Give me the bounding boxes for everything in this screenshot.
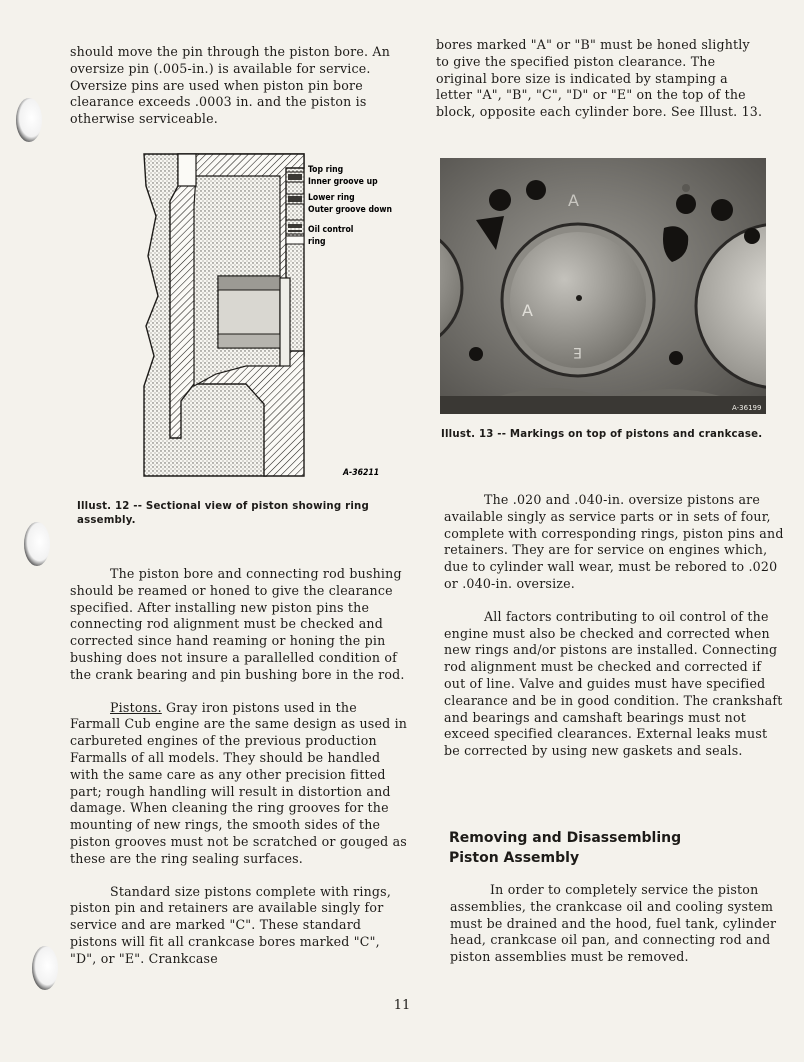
figure13-caption: Illust. 13 -- Markings on top of pistons and crankcase. bbox=[441, 429, 763, 440]
figure13-code: A-36199 bbox=[732, 404, 762, 412]
right-paragraph-4: In order to completely service the piston assemblies, the crankcase oil and cooling system must be drained and the hood, fuel tank, cylinder head, crankcase oil pan, and connecting rod and piston assemblies must be removed. bbox=[450, 882, 777, 965]
label-lower-ring: Lower ring bbox=[308, 193, 355, 203]
pistons-subheading: Pistons. bbox=[110, 699, 162, 715]
binder-hole-top bbox=[16, 98, 42, 142]
left-paragraph-2: The piston bore and connecting rod bushing should be reamed or honed to give the clearance specified. After installing new piston pins the connecting rod alignment must be checked and corrected since hand reaming or honing the pin bushing does not insure a parallelled condition of the crank bearing and pin bushing bore in the rod. bbox=[70, 566, 405, 682]
engine-block-photo-svg bbox=[440, 158, 766, 414]
stamp-letter-a-piston: A bbox=[522, 301, 533, 320]
stamp-letter-e-piston: E bbox=[573, 344, 582, 360]
stamp-letter-a-block: A bbox=[568, 191, 579, 210]
right-paragraph-3: All factors contributing to oil control of the engine must also be checked and corrected when new rings and/or pistons are installed. Connecting rod alignment must be checked and corrected if out of line. Valve and guides must have specified clearance and be in good condition. The crankshaft and bearings and camshaft bearings must not exceed specified clearances. External leaks must be corrected by using new gaskets and seals. bbox=[444, 608, 783, 759]
label-inner-groove: Inner groove up bbox=[308, 177, 378, 187]
right-paragraph-2: The .020 and .040-in. oversize pistons are available singly as service parts or in sets of four, complete with corresponding rings, piston pins and retainers. They are for service on engines which, due to cylinder wall wear, must be rebored to .020 or .040-in. oversize. bbox=[444, 492, 784, 591]
section-heading: Removing and Disassembling Piston Assembly bbox=[449, 830, 682, 866]
page-number: 11 bbox=[393, 998, 411, 1013]
label-top-ring: Top ring bbox=[308, 165, 344, 175]
right-paragraph-1: bores marked "A" or "B" must be honed slightly to give the specified piston clearance. The original bore size is indicated by stamping a letter "A", "B", "C", "D" or "E" on the top of the block, opposite each cylinder bore. See Illust. 13. bbox=[436, 37, 763, 120]
binder-hole-middle bbox=[24, 522, 50, 566]
left-paragraph-4: Standard size pistons complete with rings, piston pin and retainers are available singly for service and are marked "C". These standard pistons will fit all crankcase bores marked "C", "D", or "E". Crankcase bbox=[70, 883, 392, 966]
left-paragraph-1: should move the pin through the piston bore. An oversize pin (.005-in.) is available for service. Oversize pins are used when piston pin bore clearance exceeds .0003 in. and the piston is otherwise serviceable. bbox=[70, 44, 391, 127]
left-column-body bbox=[70, 566, 410, 968]
label-oil-control: Oil control bbox=[308, 225, 354, 235]
left-paragraph-3: Pistons. Gray iron pistons used in the Farmall Cub engine are the same design as used in carbureted engines of the previous production Farmalls of all models. They should be handled with the same care as any other precision fitted part; rough handling will result in distortion and damage. When cleaning the ring grooves for the mounting of new rings, the smooth sides of the piston grooves must not be scratched or gouged as these are the ring sealing surfaces. bbox=[70, 699, 408, 866]
binder-hole-bottom bbox=[32, 946, 58, 990]
label-ring: ring bbox=[308, 237, 326, 247]
figure12-caption: Illust. 12 -- Sectional view of piston showing ring assembly. bbox=[77, 501, 369, 526]
engine-block-photo bbox=[440, 158, 766, 414]
figure12-code: A-36211 bbox=[343, 468, 380, 478]
label-outer-groove: Outer groove down bbox=[308, 205, 392, 215]
piston-section-diagram bbox=[136, 146, 396, 491]
right-column-body bbox=[444, 492, 784, 760]
